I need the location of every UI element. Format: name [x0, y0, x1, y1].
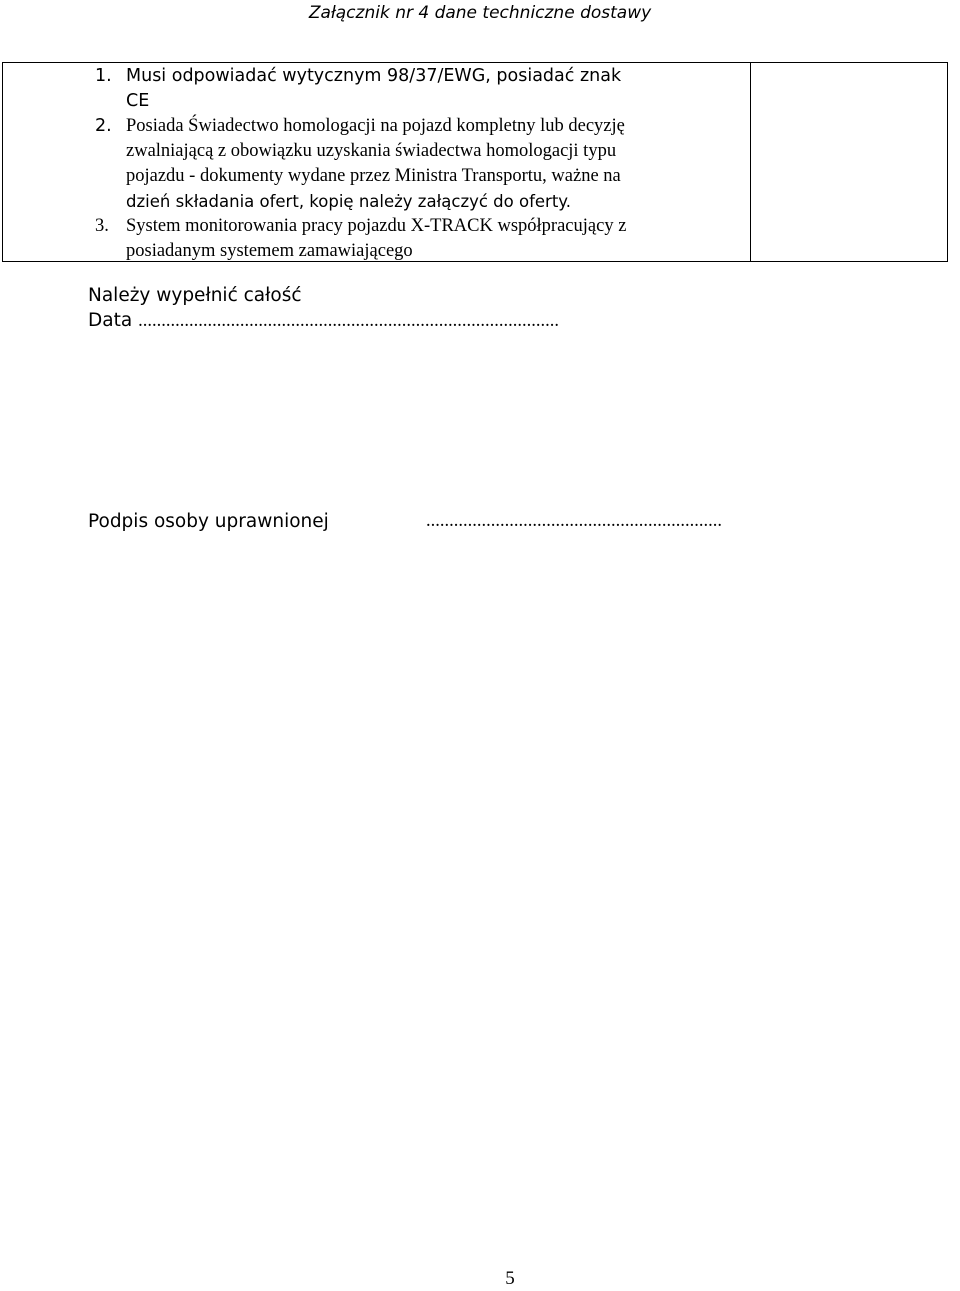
- date-label: Data: [88, 310, 133, 331]
- fill-instruction: Należy wypełnić całość: [88, 285, 302, 306]
- page-header-title: Załącznik nr 4 dane techniczne dostawy: [308, 3, 652, 23]
- requirements-table: [2, 62, 948, 262]
- requirement-text: [126, 214, 746, 264]
- requirement-line: posiadanym systemem zamawiającego: [126, 241, 413, 261]
- requirement-line: dzień składania ofert, kopię należy załączyć do oferty.: [126, 192, 571, 211]
- requirement-number: 3.: [95, 216, 109, 236]
- requirement-number: 2.: [95, 116, 112, 136]
- requirements-fill-column: [751, 63, 947, 261]
- date-dotted-line: ...........................................................................................: [138, 311, 559, 331]
- signature-label: Podpis osoby uprawnionej: [88, 511, 329, 532]
- requirement-line: System monitorowania pracy pojazdu X-TRACK współpracujący z: [126, 216, 627, 236]
- requirements-column: [3, 63, 751, 261]
- signature-dotted-line: ................................................................: [426, 511, 722, 531]
- requirement-line: Musi odpowiadać wytycznym 98/37/EWG, posiadać znak: [126, 66, 622, 86]
- requirement-line: zwalniającą z obowiązku uzyskania świadectwa homologacji typu: [126, 141, 617, 161]
- date-field: [88, 308, 559, 334]
- requirement-line: CE: [126, 91, 150, 111]
- requirement-text: [126, 114, 746, 214]
- requirement-line: Posiada Świadectwo homologacji na pojazd kompletny lub decyzję: [126, 116, 625, 136]
- page-number: 5: [505, 1268, 515, 1289]
- requirement-number: 1.: [95, 66, 112, 86]
- requirement-text: [126, 64, 746, 114]
- requirement-line: pojazdu - dokumenty wydane przez Ministra Transportu, ważne na: [126, 166, 621, 186]
- signature-field: [88, 509, 722, 534]
